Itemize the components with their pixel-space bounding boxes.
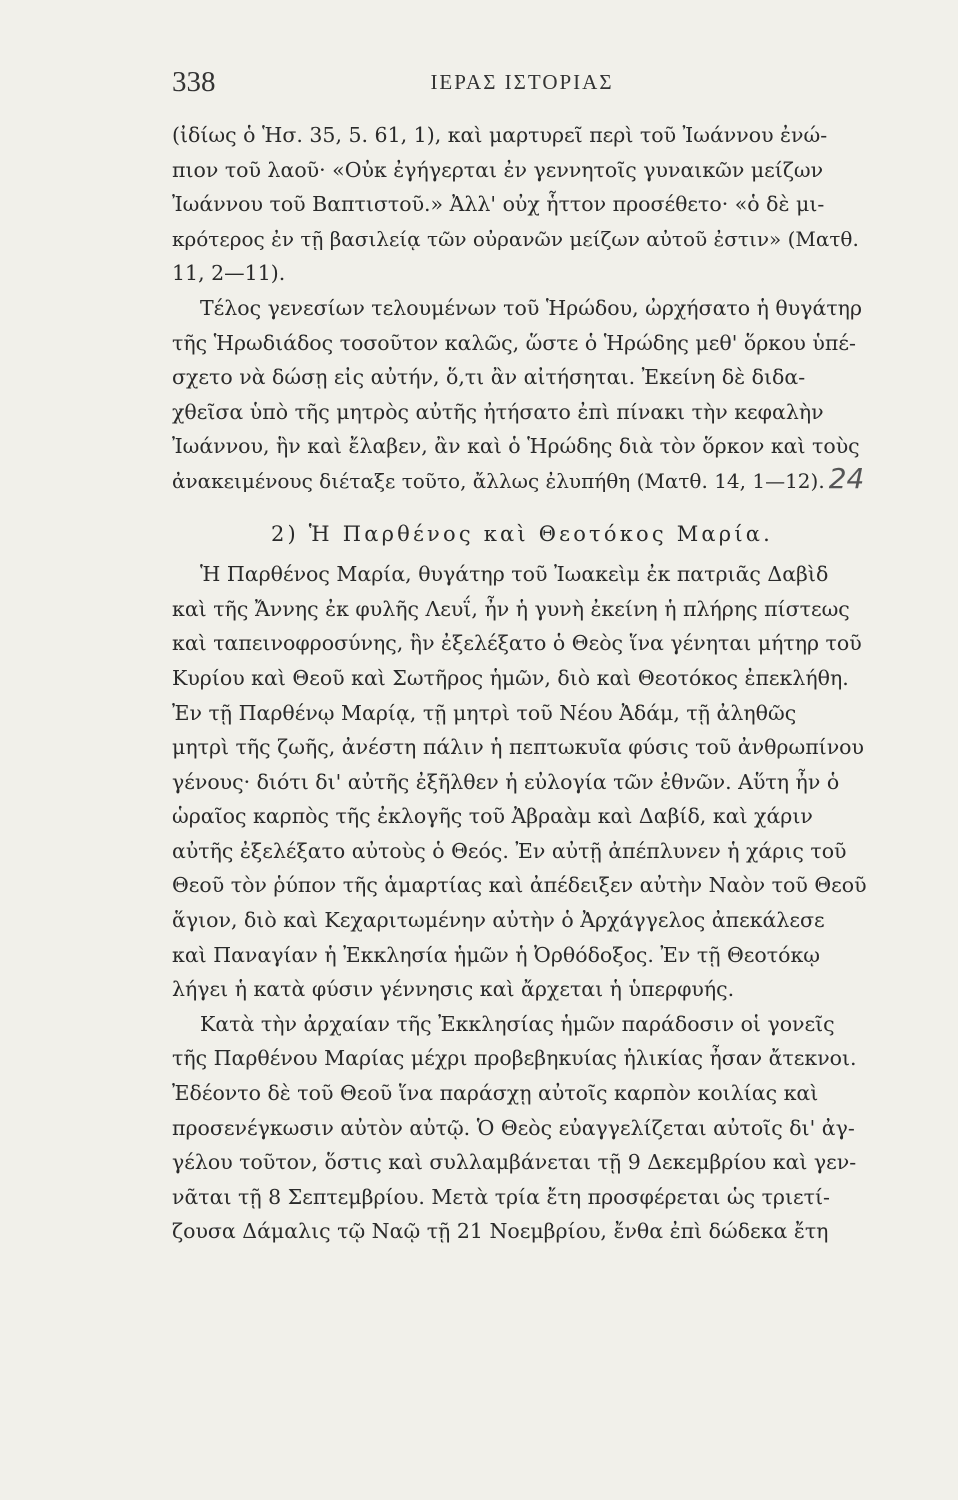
paragraph — [172, 118, 872, 291]
handwritten-annotation: 24 — [828, 461, 865, 495]
text-line — [172, 256, 872, 291]
text-line-content: τῆς Ἡρωδιάδος τοσοῦτον καλῶς, ὥστε ὁ Ἡρώδης μεθ' ὅρκου ὑπέ- — [172, 330, 856, 355]
text-line — [172, 1076, 872, 1111]
paragraph — [172, 557, 872, 1007]
text-line-content: μητρὶ τῆς ζωῆς, ἀνέστη πάλιν ἡ πεπτωκυῖα φύσις τοῦ ἀνθρωπίνου — [172, 735, 864, 760]
section-heading: 2) Ἡ Παρθένος καὶ Θεοτόκος Μαρία. — [270, 521, 774, 546]
text-line-content: τῆς Παρθένου Μαρίας μέχρι προβεβηκυίας ἡλικίας ἦσαν ἄτεκνοι. — [172, 1046, 857, 1071]
text-line — [172, 326, 872, 361]
text-line-content: ἅγιον, διὸ καὶ Κεχαριτωμένην αὐτὴν ὁ Ἀρχάγγελος ἀπεκάλεσε — [172, 908, 825, 933]
text-line — [172, 1111, 872, 1146]
text-line — [172, 661, 872, 696]
paragraph — [172, 1007, 872, 1249]
text-line-content: Ἐδέοντο δὲ τοῦ Θεοῦ ἵνα παράσχῃ αὐτοῖς καρπὸν κοιλίας καὶ — [172, 1081, 819, 1106]
running-title: ΙΕΡΑΣ ΙΣΤΟΡΙΑΣ — [430, 70, 614, 94]
text-line — [172, 360, 872, 395]
page-number: 338 — [172, 66, 216, 98]
text-line — [172, 1214, 872, 1249]
text-line-content: Ἡ Παρθένος Μαρία, θυγάτηρ τοῦ Ἰωακεὶμ ἐκ πατριᾶς Δαβὶδ — [200, 562, 829, 587]
text-line — [172, 592, 872, 627]
text-line — [172, 291, 872, 326]
page-header — [172, 66, 872, 106]
text-line-content: λήγει ἡ κατὰ φύσιν γέννησις καὶ ἄρχεται ἡ ὑπερφυής. — [172, 977, 735, 1002]
text-line-content: 11, 2—11). — [172, 261, 286, 286]
text-line — [172, 429, 872, 464]
text-line — [172, 868, 872, 903]
text-line — [172, 222, 872, 257]
text-line-content: Θεοῦ τὸν ῥύπον τῆς ἁμαρτίας καὶ ἀπέδειξεν αὐτὴν Ναὸν τοῦ Θεοῦ — [172, 873, 867, 898]
body-text — [172, 118, 872, 1249]
text-line — [172, 153, 872, 188]
text-line — [172, 765, 872, 800]
text-line — [172, 187, 872, 222]
text-line-content: γέλου τοῦτον, ὅστις καὶ συλλαμβάνεται τῇ 9 Δεκεμβρίου καὶ γεν- — [172, 1150, 857, 1175]
text-line — [172, 903, 872, 938]
text-line-content: καὶ Παναγίαν ἡ Ἐκκλησία ἡμῶν ἡ Ὀρθόδοξος. Ἐν τῇ Θεοτόκῳ — [172, 942, 820, 967]
text-line-content: καὶ τῆς Ἄννης ἐκ φυλῆς Λευΐ, ἦν ἡ γυνὴ ἐκείνη ἡ πλήρης πίστεως — [172, 596, 850, 621]
text-line-content: Ἐν τῇ Παρθένῳ Μαρίᾳ, τῇ μητρὶ τοῦ Νέου Ἀδάμ, τῇ ἀληθῶς — [172, 700, 797, 725]
text-line-content: πιον τοῦ λαοῦ· «Οὐκ ἐγήγερται ἐν γεννητοῖς γυναικῶν μείζων — [172, 157, 824, 182]
text-line — [172, 799, 872, 834]
text-line-content: προσενέγκωσιν αὐτὸν αὐτῷ. Ὁ Θεὸς εὐαγγελίζεται αὐτοῖς δι' ἀγ- — [172, 1115, 855, 1140]
text-line — [172, 730, 872, 765]
text-line-content: αὐτῆς ἐξελέξατο αὐτοὺς ὁ Θεός. Ἐν αὐτῇ ἀπέπλυνεν ἡ χάρις τοῦ — [172, 838, 847, 863]
text-line — [172, 626, 872, 661]
text-line-content: Κυρίου καὶ Θεοῦ καὶ Σωτῆρος ἡμῶν, διὸ καὶ Θεοτόκος ἐπεκλήθη. — [172, 665, 849, 690]
text-line-content: ὡραῖος καρπὸς τῆς ἐκλογῆς τοῦ Ἀβραὰμ καὶ Δαβίδ, καὶ χάριν — [172, 804, 813, 829]
text-line — [172, 1007, 872, 1042]
text-line — [172, 696, 872, 731]
text-line-content: γένους· διότι δι' αὐτῆς ἐξῆλθεν ἡ εὐλογία τῶν ἐθνῶν. Αὕτη ἦν ὁ — [172, 769, 840, 794]
text-line — [172, 461, 872, 499]
text-line — [172, 395, 872, 430]
text-line-content: Κατὰ τὴν ἀρχαίαν τῆς Ἐκκλησίας ἡμῶν παράδοσιν οἱ γονεῖς — [200, 1011, 835, 1036]
text-line — [172, 834, 872, 869]
text-line-content: (ἰδίως ὁ Ἡσ. 35, 5. 61, 1), καὶ μαρτυρεῖ περὶ τοῦ Ἰωάννου ἐνώ- — [172, 123, 828, 147]
text-line — [172, 1145, 872, 1180]
text-line — [172, 118, 872, 153]
paragraph — [172, 291, 872, 499]
text-line-content: Ἰωάννου τοῦ Βαπτιστοῦ.» Ἀλλ' οὐχ ἧττον προσέθετο· «ὁ δὲ μι- — [172, 192, 825, 217]
text-line — [172, 938, 872, 973]
text-line-content: σχετο νὰ δώσῃ εἰς αὐτήν, ὅ,τι ἂν αἰτήσηται. Ἐκείνη δὲ διδα- — [172, 365, 806, 390]
text-line-content: χθεῖσα ὑπὸ τῆς μητρὸς αὐτῆς ἠτήσατο ἐπὶ πίνακι τὴν κεφαλὴν — [172, 399, 824, 424]
text-line — [172, 557, 872, 592]
text-line-content: ἀνακειμένους διέταξε τοῦτο, ἄλλως ἐλυπήθη (Ματθ. 14, 1—12). — [172, 468, 825, 493]
text-line — [172, 1180, 872, 1215]
text-line-content: κρότερος ἐν τῇ βασιλείᾳ τῶν οὐρανῶν μείζων αὐτοῦ ἐστιν» (Ματθ. — [172, 226, 859, 251]
text-line — [172, 972, 872, 1007]
text-line-content: νᾶται τῇ 8 Σεπτεμβρίου. Μετὰ τρία ἔτη προσφέρεται ὡς τριετί- — [172, 1184, 830, 1209]
text-line-content: καὶ ταπεινοφροσύνης, ἣν ἐξελέξατο ὁ Θεὸς ἵνα γένηται μήτηρ τοῦ — [172, 631, 862, 656]
text-line-content: ζουσα Δάμαλις τῷ Ναῷ τῇ 21 Νοεμβρίου, ἔνθα ἐπὶ δώδεκα ἔτη — [172, 1219, 829, 1244]
text-line-content: Ἰωάννου, ἣν καὶ ἔλαβεν, ἂν καὶ ὁ Ἡρώδης διὰ τὸν ὅρκον καὶ τοὺς — [172, 434, 860, 459]
text-line — [172, 1041, 872, 1076]
text-line-content: Τέλος γενεσίων τελουμένων τοῦ Ἡρώδου, ὠρχήσατο ἡ θυγάτηρ — [200, 295, 862, 320]
